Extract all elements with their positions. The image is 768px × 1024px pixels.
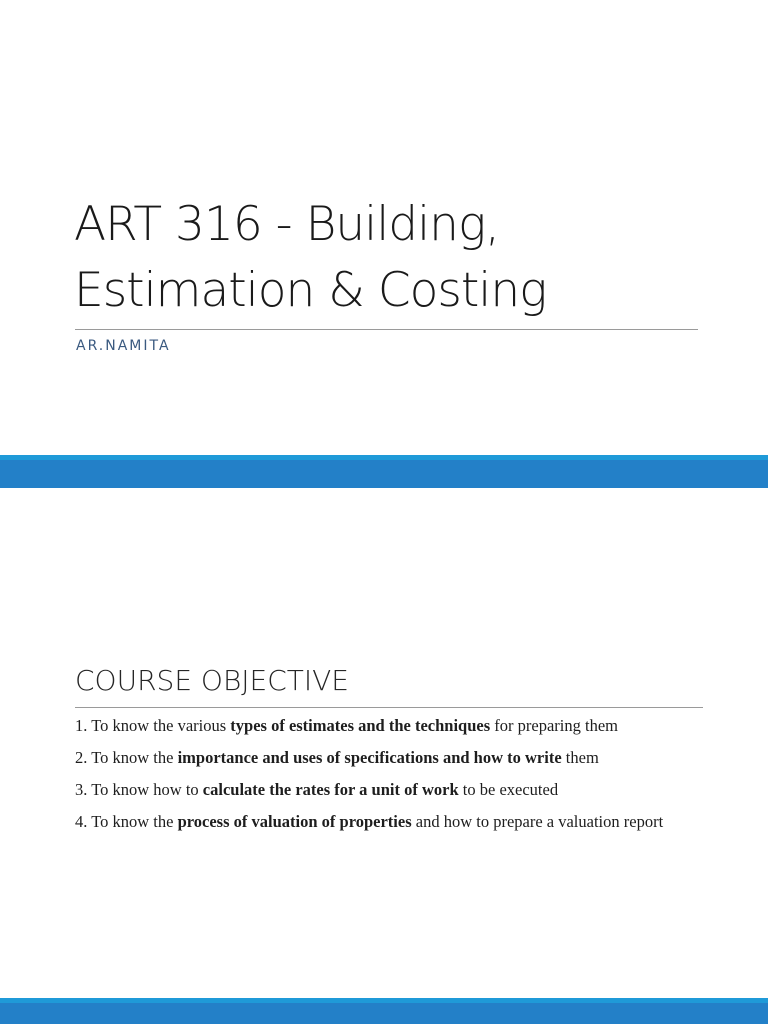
objective-item xyxy=(75,748,690,768)
objective-item xyxy=(75,716,690,736)
objective-text: them xyxy=(561,748,599,767)
objective-text: for preparing them xyxy=(490,716,618,735)
slide-title xyxy=(74,192,714,324)
objective-emphasis: process of valuation of properties xyxy=(177,812,412,831)
objective-text: 1. To know the various xyxy=(75,716,231,735)
objective-emphasis: importance and uses of specifications and how to write xyxy=(177,748,562,767)
title-slide xyxy=(0,0,768,455)
separator-accent-strip xyxy=(0,455,768,460)
objective-text: 3. To know how to xyxy=(75,780,203,799)
objective-text: 4. To know the xyxy=(75,812,178,831)
slide-separator-bar-bottom xyxy=(0,998,768,1024)
slide-separator-bar xyxy=(0,455,768,488)
objective-item xyxy=(75,812,690,832)
objectives-list xyxy=(75,716,690,844)
title-divider-line xyxy=(75,329,698,330)
heading-divider-line xyxy=(75,707,703,708)
objective-item xyxy=(75,780,690,800)
objective-text: to be executed xyxy=(458,780,559,799)
separator-accent-strip xyxy=(0,998,768,1003)
slide-title-line-2: Estimation & Costing xyxy=(74,263,547,318)
objectives-heading: COURSE OBJECTIVE xyxy=(75,664,349,697)
objective-emphasis: calculate the rates for a unit of work xyxy=(202,780,459,799)
objective-text: and how to prepare a valuation report xyxy=(411,812,664,831)
objectives-slide xyxy=(0,488,768,998)
slide-title-line-1: ART 316 - Building, xyxy=(74,197,500,252)
author-subtitle: AR.NAMITA xyxy=(76,338,171,354)
objective-text: 2. To know the xyxy=(75,748,178,767)
objective-emphasis: types of estimates and the techniques xyxy=(230,716,491,735)
